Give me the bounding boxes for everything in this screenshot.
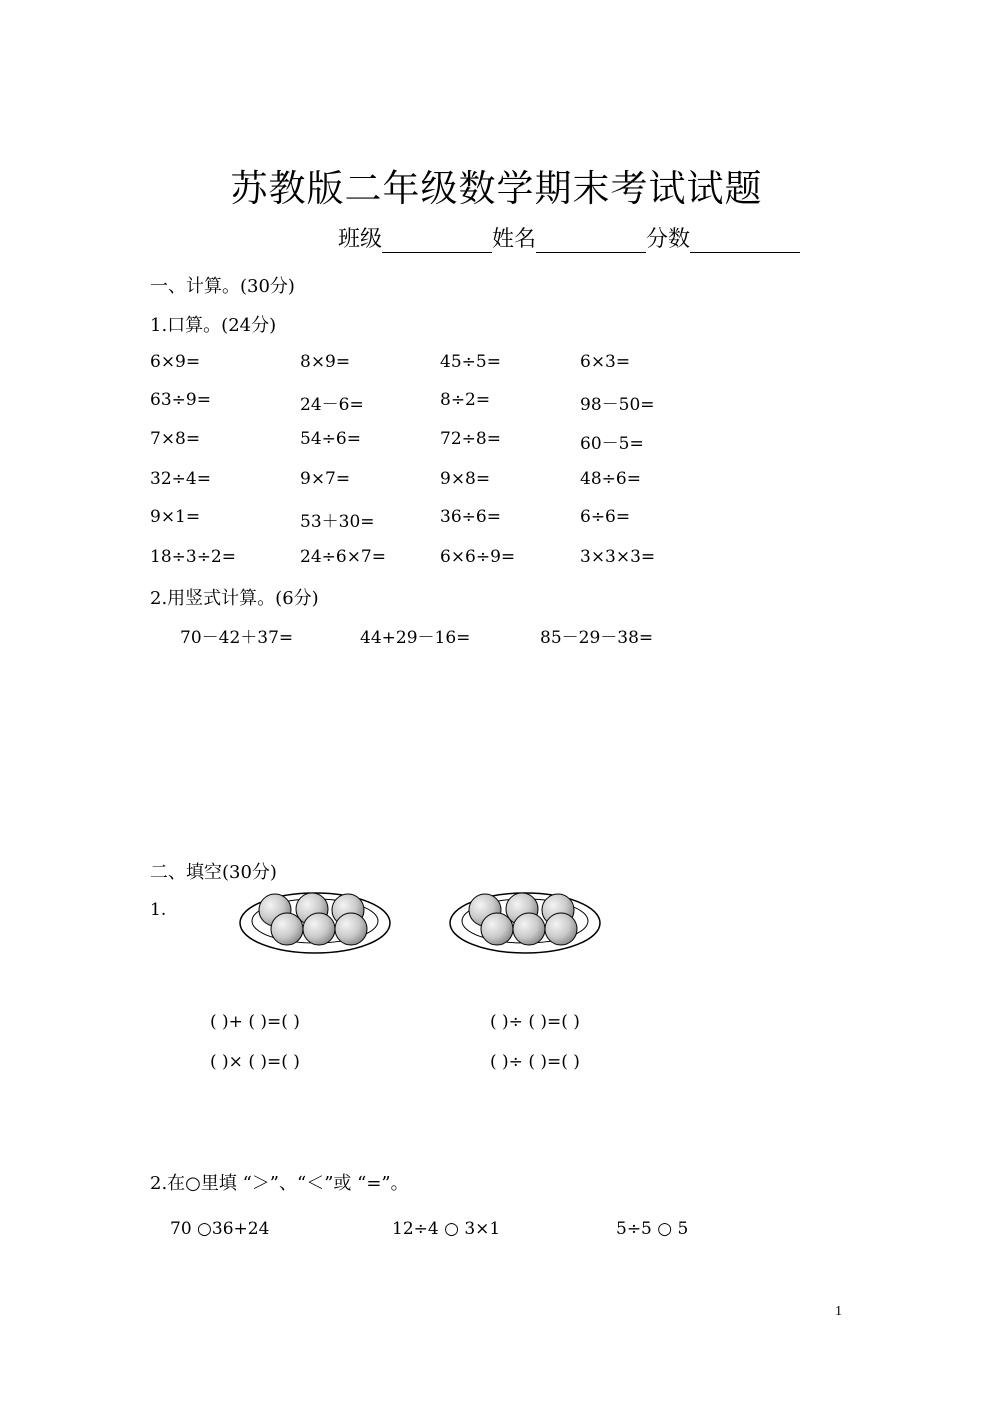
q2-heading: 2.在○里填 “＞”、“＜”或 “=”。: [150, 1173, 409, 1194]
oral-item: 98－50=: [580, 395, 655, 415]
score-blank[interactable]: [690, 228, 800, 253]
fruit-icon: [513, 913, 545, 945]
page-number: 1: [835, 1304, 842, 1319]
oral-item: 72÷8=: [440, 429, 501, 449]
name-blank[interactable]: [536, 228, 646, 253]
oral-item: 24－6=: [300, 395, 364, 415]
compare-item: [616, 1219, 688, 1239]
fill-equation[interactable]: ( )÷ ( )=( ): [490, 1012, 580, 1032]
fruit-icon: [545, 913, 577, 945]
fruit-icon: [335, 913, 367, 945]
circle-blank-icon[interactable]: ○: [657, 1219, 673, 1239]
oral-item: 53＋30=: [300, 512, 375, 532]
class-blank[interactable]: [382, 228, 492, 253]
oral-item: 8÷2=: [440, 390, 491, 410]
fruit-icon: [271, 913, 303, 945]
compare-right: 36+24: [211, 1219, 270, 1239]
oral-item: 32÷4=: [150, 469, 211, 489]
name-label: 姓名: [492, 227, 537, 252]
section2-heading: 二、填空(30分): [150, 862, 277, 883]
compare-left: 70: [170, 1219, 192, 1239]
compare-item: [392, 1219, 500, 1239]
plate-left: [240, 893, 390, 953]
compare-right: 3×1: [464, 1219, 501, 1239]
oral-item: 6÷6=: [580, 507, 631, 527]
oral-item: 24÷6×7=: [300, 547, 386, 567]
oral-item: 9×7=: [300, 469, 351, 489]
compare-item: [170, 1219, 269, 1239]
oral-item: 63÷9=: [150, 390, 211, 410]
oral-item: 7×8=: [150, 429, 201, 449]
circle-blank-icon[interactable]: ○: [197, 1219, 212, 1239]
fill-equation[interactable]: ( )× ( )=( ): [210, 1052, 300, 1072]
oral-item: 48÷6=: [580, 469, 641, 489]
fruit-icon: [303, 913, 335, 945]
oral-item: 60－5=: [580, 434, 644, 454]
plate-right: [450, 893, 600, 953]
fruit-icon: [481, 913, 513, 945]
q1-label: 1.: [150, 900, 167, 920]
circle-blank-icon[interactable]: ○: [444, 1219, 459, 1239]
oral-item: 18÷3÷2=: [150, 547, 236, 567]
score-label: 分数: [646, 227, 691, 252]
compare-left: 12÷4: [392, 1219, 439, 1239]
oral-item: 6×6÷9=: [440, 547, 516, 567]
oral-item: 8×9=: [300, 352, 351, 372]
page-title: 苏教版二年级数学期末考试试题: [230, 167, 763, 210]
oral-item: 54÷6=: [300, 429, 361, 449]
fruit-plates-illustration: [230, 885, 620, 965]
oral-item: 6×9=: [150, 352, 201, 372]
vertical-item: 85－29－38=: [540, 628, 654, 648]
oral-item: 3×3×3=: [580, 547, 656, 567]
vertical-item: 70－42＋37=: [180, 628, 294, 648]
compare-right: 5: [677, 1219, 689, 1239]
oral-heading: 1.口算。(24分): [150, 315, 277, 336]
compare-left: 5÷5: [616, 1219, 652, 1239]
vertical-heading: 2.用竖式计算。(6分): [150, 588, 319, 609]
fill-equation[interactable]: ( )÷ ( )=( ): [490, 1052, 580, 1072]
vertical-item: 44+29－16=: [360, 628, 471, 648]
class-label: 班级: [338, 227, 383, 252]
oral-item: 9×1=: [150, 507, 201, 527]
student-info-line: [338, 222, 800, 253]
oral-item: 9×8=: [440, 469, 491, 489]
section1-heading: 一、计算。(30分): [150, 276, 295, 297]
oral-item: 36÷6=: [440, 507, 501, 527]
oral-item: 45÷5=: [440, 352, 501, 372]
fill-equation[interactable]: ( )+ ( )=( ): [210, 1012, 300, 1032]
oral-item: 6×3=: [580, 352, 631, 372]
